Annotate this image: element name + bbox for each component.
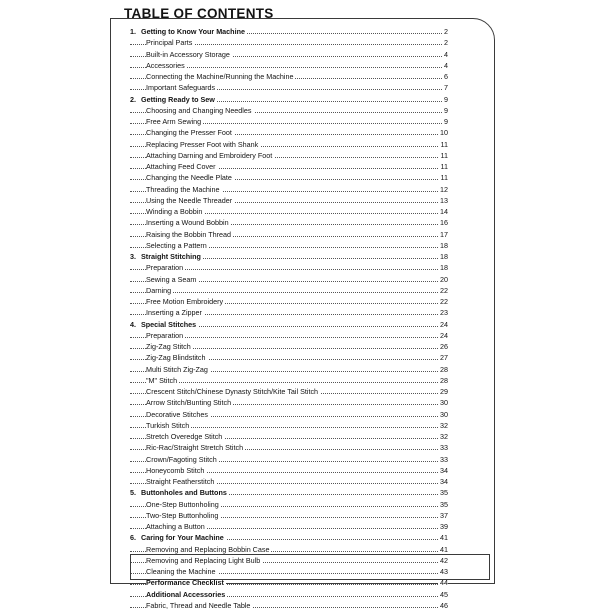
toc-entry-row: [130, 37, 448, 48]
toc-section-row: [130, 532, 448, 543]
toc-entry-label: Ric-Rac/Straight Stretch Stitch: [146, 443, 244, 453]
toc-entry-row: [130, 116, 448, 127]
toc-entry-label: Threading the Machine: [146, 184, 220, 194]
toc-entry-label: Free Motion Embroidery: [146, 297, 224, 306]
toc-page-number: 9: [444, 117, 448, 126]
toc-section-text: Buttonholes and Buttons: [141, 488, 227, 498]
toc-entry-row: [130, 127, 448, 138]
toc-entry-row: [130, 521, 448, 532]
toc-page-number: 46: [440, 600, 448, 610]
toc-entry-label: Replacing Presser Foot with Shank: [146, 139, 259, 149]
toc-entry-row: [130, 82, 448, 93]
toc-entry-label: Decorative Stitches: [146, 409, 208, 419]
toc-entry-label: Straight Featherstitch: [146, 477, 215, 486]
toc-section-title: [130, 487, 229, 498]
toc-entry-label: Additional Accessories: [146, 589, 226, 599]
toc-page-number: 18: [440, 252, 448, 261]
toc-entry-row: [130, 105, 448, 116]
toc-page-number: 34: [440, 465, 448, 475]
toc-section-number: 5.: [130, 488, 136, 498]
toc-page-number: 7: [444, 83, 448, 93]
toc-section-title: [130, 26, 247, 37]
toc-section-title: [130, 532, 226, 543]
toc-entry-label: Zig-Zag Stitch: [146, 342, 191, 351]
toc-page-number: 30: [440, 409, 448, 419]
toc-entry-label: "M" Stitch: [146, 375, 178, 385]
toc-entry-label: Free Arm Sewing: [146, 117, 202, 126]
toc-entry-label: Changing the Presser Foot: [146, 128, 232, 138]
toc-page-number: 16: [440, 218, 448, 228]
footer-box: [130, 554, 490, 580]
toc-section-row: [130, 94, 448, 105]
toc-entry-label: Removing and Replacing Light Bulb: [146, 555, 261, 565]
toc-page-number: 23: [440, 308, 448, 318]
toc-page-number: 32: [440, 420, 448, 430]
toc-page-number: 28: [440, 364, 448, 374]
toc-entry-label: Stretch Overedge Stitch: [146, 432, 223, 441]
toc-entry-label: Built-in Accessory Storage: [146, 49, 230, 59]
toc-entry-label: Cleaning the Machine: [146, 567, 216, 576]
toc-section-title: [130, 319, 198, 330]
toc-page-number: 20: [440, 274, 448, 284]
toc-page-number: 13: [440, 195, 448, 205]
toc-entry-row: [130, 476, 448, 487]
toc-page-number: 34: [440, 477, 448, 486]
toc-page-number: 2: [444, 38, 448, 48]
toc-section-row: [130, 487, 448, 498]
toc-page-number: 11: [440, 162, 448, 171]
toc-entry-row: [130, 296, 448, 307]
toc-page-number: 22: [440, 285, 448, 295]
toc-entry-label: Multi Stitch Zig-Zag: [146, 364, 208, 374]
toc-entry-row: [130, 499, 448, 510]
toc-page-number: 24: [440, 319, 448, 329]
toc-page-number: 41: [440, 544, 448, 554]
toc-entry-row: [130, 285, 448, 296]
toc-entry-row: [130, 150, 448, 161]
toc-section-text: Getting to Know Your Machine: [141, 27, 245, 36]
toc-page-number: 43: [440, 567, 448, 576]
toc-entry-row: [130, 161, 448, 172]
toc-entry-row: [130, 341, 448, 352]
toc-entry-label: Inserting a Wound Bobbin: [146, 218, 229, 228]
toc-entry-row: [130, 397, 448, 408]
toc-page-number: 4: [444, 60, 448, 70]
toc-page-number: 18: [440, 263, 448, 273]
toc-entry-label: Turkish Stitch: [146, 420, 190, 430]
toc-section-title: [130, 94, 217, 105]
toc-entry-row: [130, 262, 448, 273]
toc-page-number: 9: [444, 105, 448, 115]
toc-section-number: 4.: [130, 319, 136, 329]
toc-page-number: 28: [440, 375, 448, 385]
toc-section-row: [130, 251, 448, 262]
toc-page-number: 33: [440, 443, 448, 453]
toc-page-number: 33: [440, 454, 448, 464]
toc-entry-row: [130, 307, 448, 318]
toc-entry-label: Darning: [146, 285, 172, 295]
toc-entry-row: [130, 454, 448, 465]
toc-page-number: 11: [440, 173, 448, 183]
toc-entry-row: [130, 139, 448, 150]
toc-page-number: 32: [440, 432, 448, 441]
toc-section-text: Straight Stitching: [141, 252, 201, 261]
toc-page-number: 35: [440, 499, 448, 509]
toc-section-text: Getting Ready to Sew: [141, 94, 215, 104]
toc-page-number: 9: [444, 94, 448, 104]
toc-page-number: 41: [440, 533, 448, 543]
toc-page-number: 42: [440, 555, 448, 565]
toc-entry-row: [130, 600, 448, 611]
toc-entry-label: Important Safeguards: [146, 83, 216, 93]
toc-entry-label: Choosing and Changing Needles: [146, 105, 252, 115]
toc-entry-row: [130, 409, 448, 420]
toc-section-number: 6.: [130, 533, 136, 543]
toc-page-number: 37: [440, 510, 448, 520]
toc-entry-row: [130, 420, 448, 431]
toc-entry-label: Attaching Darning and Embroidery Foot: [146, 150, 273, 160]
dot-leader: [130, 292, 448, 293]
toc-page-number: 29: [440, 387, 448, 396]
toc-entry-label: Two-Step Buttonholing: [146, 510, 219, 520]
toc-entry-row: [130, 172, 448, 183]
toc-entry-label: Performance Checklist: [146, 578, 224, 588]
toc-page-number: 2: [444, 27, 448, 36]
toc-section-text: Special Stitches: [141, 319, 197, 329]
toc-page-number: 17: [440, 229, 448, 239]
toc-section-row: [130, 26, 448, 37]
toc-entry-row: [130, 240, 448, 251]
toc-entry-label: Attaching Feed Cover: [146, 162, 216, 171]
toc-entry-label: Crown/Fagoting Stitch: [146, 454, 217, 464]
toc-entry-row: [130, 229, 448, 240]
toc-entry-label: Preparation: [146, 330, 184, 340]
toc-entry-label: Arrow Stitch/Bunting Stitch: [146, 398, 232, 408]
toc-entry-row: [130, 184, 448, 195]
toc-entry-row: [130, 465, 448, 476]
toc-page-number: 35: [440, 488, 448, 498]
toc-entry-row: [130, 364, 448, 375]
toc-section-number: 2.: [130, 94, 136, 104]
toc-entry-row: [130, 431, 448, 442]
table-of-contents: [130, 26, 448, 611]
toc-page-number: 14: [440, 207, 448, 216]
toc-entry-label: Fabric, Thread and Needle Table: [146, 600, 251, 610]
toc-page-number: 11: [440, 150, 448, 160]
toc-entry-row: [130, 510, 448, 521]
toc-entry-row: [130, 442, 448, 453]
toc-entry-row: [130, 217, 448, 228]
toc-entry-row: [130, 195, 448, 206]
toc-page-number: 18: [440, 240, 448, 250]
toc-entry-row: [130, 60, 448, 71]
toc-entry-label: Selecting a Pattern: [146, 240, 207, 250]
toc-entry-label: Changing the Needle Plate: [146, 173, 232, 183]
toc-section-number: 1.: [130, 27, 136, 36]
toc-entry-label: Honeycomb Stitch: [146, 465, 205, 475]
toc-entry-row: [130, 206, 448, 217]
toc-entry-label: Winding a Bobbin: [146, 207, 203, 216]
toc-section-text: Caring for Your Machine: [141, 533, 224, 543]
toc-page-number: 24: [440, 330, 448, 340]
toc-page-number: 10: [440, 128, 448, 138]
page-title: TABLE OF CONTENTS: [124, 6, 274, 21]
toc-page-number: 27: [440, 353, 448, 363]
toc-page-number: 44: [440, 578, 448, 588]
toc-section-row: [130, 319, 448, 330]
toc-page-number: 6: [444, 72, 448, 81]
toc-page-number: 26: [440, 342, 448, 351]
toc-page-number: 30: [440, 398, 448, 408]
toc-page-number: 39: [440, 522, 448, 531]
toc-entry-row: [130, 352, 448, 363]
toc-entry-label: Removing and Replacing Bobbin Case: [146, 544, 270, 554]
toc-entry-row: [130, 386, 448, 397]
toc-entry-label: Sewing a Seam: [146, 274, 197, 284]
toc-page-number: 45: [440, 589, 448, 599]
toc-entry-label: Principal Parts: [146, 38, 193, 48]
toc-entry-label: Attaching a Button: [146, 522, 205, 531]
toc-entry-row: [130, 49, 448, 60]
toc-entry-label: Using the Needle Threader: [146, 195, 233, 205]
toc-page-number: 22: [440, 297, 448, 306]
toc-entry-label: Zig-Zag Blindstitch: [146, 353, 206, 363]
toc-entry-label: Accessories: [146, 60, 185, 70]
toc-entry-label: Connecting the Machine/Running the Machine: [146, 72, 294, 81]
toc-entry-row: [130, 589, 448, 600]
toc-section-number: 3.: [130, 252, 136, 261]
toc-page-number: 4: [444, 49, 448, 59]
toc-entry-row: [130, 274, 448, 285]
toc-entry-row: [130, 375, 448, 386]
toc-entry-label: Inserting a Zipper: [146, 308, 202, 318]
toc-entry-label: One-Step Buttonholing: [146, 499, 219, 509]
toc-entry-label: Preparation: [146, 263, 184, 273]
toc-page-number: 12: [440, 184, 448, 194]
toc-entry-row: [130, 71, 448, 82]
toc-entry-row: [130, 330, 448, 341]
toc-entry-label: Crescent Stitch/Chinese Dynasty Stitch/Kite Tail Stitch: [146, 387, 319, 396]
toc-entry-label: Raising the Bobbin Thread: [146, 229, 231, 239]
toc-section-title: [130, 251, 203, 262]
toc-page-number: 11: [440, 139, 448, 149]
